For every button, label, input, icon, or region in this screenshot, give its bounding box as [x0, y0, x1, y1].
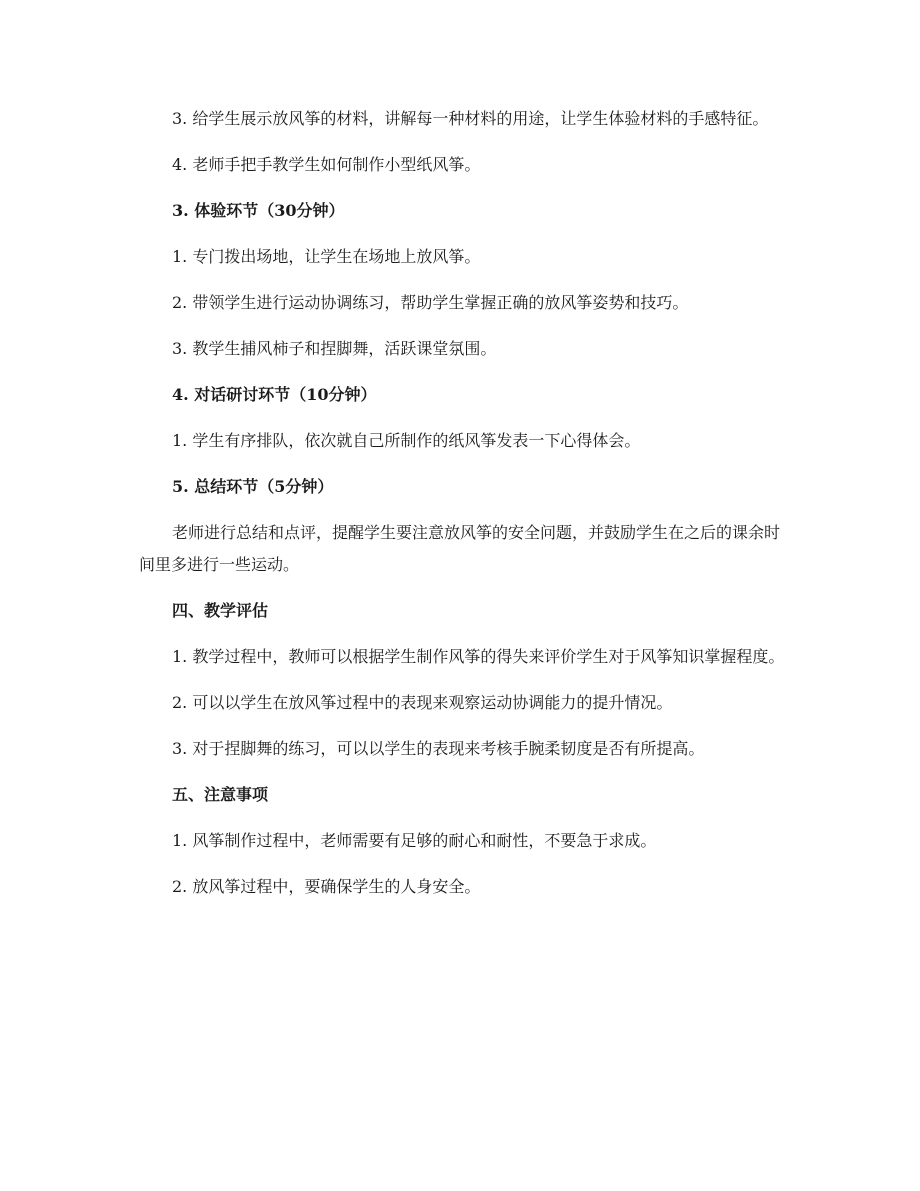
paragraph-coordination: 2. 带领学生进行运动协调练习，帮助学生掌握正确的放风筝姿势和技巧。: [172, 293, 689, 312]
paragraph-queue: 1. 学生有序排队，依次就自己所制作的纸风筝发表一下心得体会。: [172, 431, 641, 450]
paragraph-summary: 老师进行总结和点评，提醒学生要注意放风筝的安全问题，并鼓励学生在之后的课余时间里多进行一些运动。: [139, 523, 781, 574]
paragraph-field: 1. 专门拨出场地，让学生在场地上放风筝。: [172, 247, 481, 266]
paragraph-note-1: 1. 风筝制作过程中，老师需要有足够的耐心和耐性，不要急于求成。: [172, 831, 657, 850]
heading-summary: 5. 总结环节（5分钟）: [172, 477, 334, 496]
paragraph-make-kite: 4. 老师手把手教学生如何制作小型纸风筝。: [172, 155, 481, 174]
heading-evaluation: 四、教学评估: [172, 601, 269, 620]
document-body: [139, 103, 790, 917]
paragraph-note-2: 2. 放风筝过程中，要确保学生的人身安全。: [172, 877, 481, 896]
heading-discussion: 4. 对话研讨环节（10分钟）: [172, 385, 377, 404]
heading-notes: 五、注意事项: [172, 785, 269, 804]
paragraph-eval-1: 1. 教学过程中，教师可以根据学生制作风筝的得失来评价学生对于风筝知识掌握程度。: [172, 647, 785, 666]
paragraph-materials: 3. 给学生展示放风筝的材料，讲解每一种材料的用途，让学生体验材料的手感特征。: [172, 109, 769, 128]
paragraph-dance: 3. 教学生捕风柿子和捏脚舞，活跃课堂氛围。: [172, 339, 497, 358]
heading-experience: 3. 体验环节（30分钟）: [172, 201, 345, 220]
paragraph-eval-3: 3. 对于捏脚舞的练习，可以以学生的表现来考核手腕柔韧度是否有所提高。: [172, 739, 705, 758]
paragraph-eval-2: 2. 可以以学生在放风筝过程中的表现来观察运动协调能力的提升情况。: [172, 693, 673, 712]
